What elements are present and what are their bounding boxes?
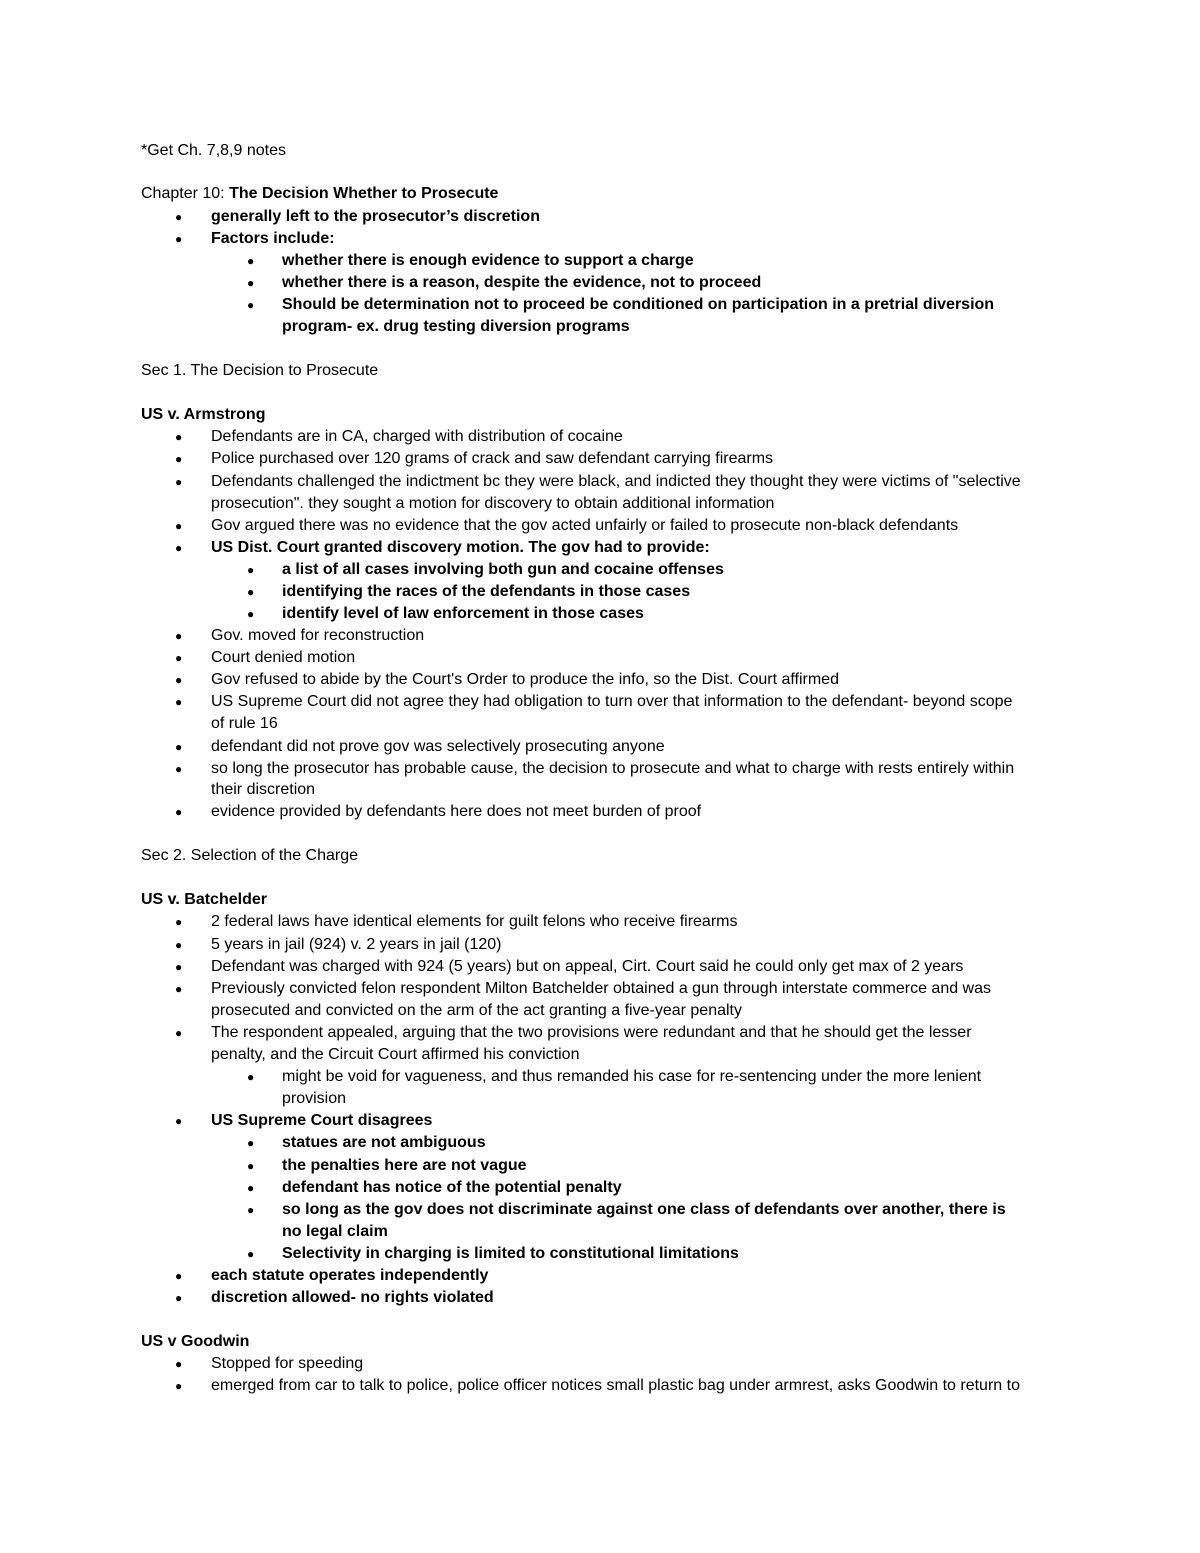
bullet-icon: ● xyxy=(175,452,183,466)
bullet-icon: ● xyxy=(247,607,255,621)
list-item: might be void for vagueness, and thus remanded his case for re-sentencing under the more lenient xyxy=(282,1068,982,1085)
bullet-icon: ● xyxy=(175,938,183,952)
list-item: a list of all cases involving both gun and cocaine offenses xyxy=(282,561,724,578)
list-item: defendant did not prove gov was selectively prosecuting anyone xyxy=(211,738,665,755)
list-item: Previously convicted felon respondent Milton Batchelder obtained a gun through interstate commerce and was xyxy=(211,980,992,997)
bullet-icon: ● xyxy=(175,1026,183,1040)
list-item: Defendants challenged the indictment bc they were black, and indicted they thought they were victims of "selective xyxy=(211,473,1021,490)
list-item: Gov refused to abide by the Court's Order to produce the info, so the Dist. Court affirmed xyxy=(211,671,839,688)
list-item: Should be determination not to proceed be conditioned on participation in a pretrial diversion xyxy=(282,296,995,313)
bullet-icon: ● xyxy=(247,1136,255,1150)
bullet-icon: ● xyxy=(175,982,183,996)
bullet-icon: ● xyxy=(175,1269,183,1283)
case-title: US v. Armstrong xyxy=(141,406,266,423)
list-item: Police purchased over 120 grams of crack and saw defendant carrying firearms xyxy=(211,450,774,467)
bullet-icon: ● xyxy=(247,585,255,599)
list-item: discretion allowed- no rights violated xyxy=(211,1289,494,1306)
list-item: whether there is enough evidence to support a charge xyxy=(282,252,694,269)
bullet-icon: ● xyxy=(175,519,183,533)
list-item: statues are not ambiguous xyxy=(282,1134,486,1151)
bullet-icon: ● xyxy=(247,298,255,312)
bullet-icon: ● xyxy=(247,1203,255,1217)
chapter-title: The Decision Whether to Prosecute xyxy=(229,185,499,202)
chapter-label: Chapter 10: xyxy=(141,185,230,202)
list-item: Factors include: xyxy=(211,230,335,247)
list-item: 2 federal laws have identical elements for guilt felons who receive firearms xyxy=(211,913,738,930)
list-item: so long the prosecutor has probable cause, the decision to prosecute and what to charge with rests entirely within xyxy=(211,760,1015,777)
section-heading: Sec 1. The Decision to Prosecute xyxy=(141,362,379,379)
bullet-icon: ● xyxy=(175,740,183,754)
list-item: 5 years in jail (924) v. 2 years in jail (120) xyxy=(211,936,502,953)
section-heading: Sec 2. Selection of the Charge xyxy=(141,847,359,864)
bullet-icon: ● xyxy=(175,430,183,444)
list-item: the penalties here are not vague xyxy=(282,1157,527,1174)
list-item-continuation: program- ex. drug testing diversion programs xyxy=(282,318,630,335)
list-item: identify level of law enforcement in those cases xyxy=(282,605,644,622)
bullet-icon: ● xyxy=(175,651,183,665)
bullet-icon: ● xyxy=(175,210,183,224)
bullet-icon: ● xyxy=(247,563,255,577)
list-item: Defendant was charged with 924 (5 years) but on appeal, Cirt. Court said he could only get max of 2 years xyxy=(211,958,964,975)
bullet-icon: ● xyxy=(247,276,255,290)
list-item: US Supreme Court disagrees xyxy=(211,1112,433,1129)
list-item: US Supreme Court did not agree they had obligation to turn over that information to the defendant- beyond scope xyxy=(211,693,1013,710)
bullet-icon: ● xyxy=(247,1159,255,1173)
list-item: Gov argued there was no evidence that the gov acted unfairly or failed to prosecute non-black defendants xyxy=(211,517,959,534)
list-item-continuation: provision xyxy=(282,1090,347,1107)
bullet-icon: ● xyxy=(175,1379,183,1393)
case-title: US v. Batchelder xyxy=(141,891,267,908)
list-item: The respondent appealed, arguing that the two provisions were redundant and that he should get the lesser xyxy=(211,1024,972,1041)
list-item: Court denied motion xyxy=(211,649,356,666)
list-item-continuation: no legal claim xyxy=(282,1223,388,1240)
list-item: whether there is a reason, despite the evidence, not to proceed xyxy=(282,274,762,291)
list-item: evidence provided by defendants here does not meet burden of proof xyxy=(211,803,702,820)
list-item-continuation: prosecuted and convicted on the arm of the act granting a five-year penalty xyxy=(211,1002,742,1019)
bullet-icon: ● xyxy=(175,475,183,489)
list-item: Defendants are in CA, charged with distribution of cocaine xyxy=(211,428,623,445)
bullet-icon: ● xyxy=(175,1291,183,1305)
bullet-icon: ● xyxy=(175,1114,183,1128)
bullet-icon: ● xyxy=(175,915,183,929)
bullet-icon: ● xyxy=(175,805,183,819)
list-item: each statute operates independently xyxy=(211,1267,489,1284)
bullet-icon: ● xyxy=(247,254,255,268)
bullet-icon: ● xyxy=(175,1357,183,1371)
header-note: *Get Ch. 7,8,9 notes xyxy=(141,142,286,159)
list-item: Gov. moved for reconstruction xyxy=(211,627,425,644)
list-item: Stopped for speeding xyxy=(211,1355,364,1372)
bullet-icon: ● xyxy=(175,960,183,974)
list-item: defendant has notice of the potential penalty xyxy=(282,1179,622,1196)
bullet-icon: ● xyxy=(247,1247,255,1261)
bullet-icon: ● xyxy=(175,673,183,687)
list-item: Selectivity in charging is limited to constitutional limitations xyxy=(282,1245,739,1262)
bullet-icon: ● xyxy=(175,629,183,643)
list-item: identifying the races of the defendants in those cases xyxy=(282,583,691,600)
bullet-icon: ● xyxy=(175,541,183,555)
chapter-heading xyxy=(141,183,498,205)
bullet-icon: ● xyxy=(247,1070,255,1084)
list-item: US Dist. Court granted discovery motion. The gov had to provide: xyxy=(211,539,710,556)
list-item-continuation: penalty, and the Circuit Court affirmed his conviction xyxy=(211,1046,580,1063)
list-item-continuation: their discretion xyxy=(211,781,316,798)
list-item: so long as the gov does not discriminate against one class of defendants over another, there is xyxy=(282,1201,1006,1218)
list-item: emerged from car to talk to police, police officer notices small plastic bag under armrest, asks Goodwin to return to xyxy=(211,1377,1020,1394)
list-item-continuation: prosecution". they sought a motion for discovery to obtain additional information xyxy=(211,495,775,512)
case-title: US v Goodwin xyxy=(141,1333,250,1350)
list-item: generally left to the prosecutor’s discretion xyxy=(211,208,540,225)
list-item-continuation: of rule 16 xyxy=(211,715,278,732)
bullet-icon: ● xyxy=(247,1181,255,1195)
bullet-icon: ● xyxy=(175,695,183,709)
bullet-icon: ● xyxy=(175,232,183,246)
bullet-icon: ● xyxy=(175,762,183,776)
